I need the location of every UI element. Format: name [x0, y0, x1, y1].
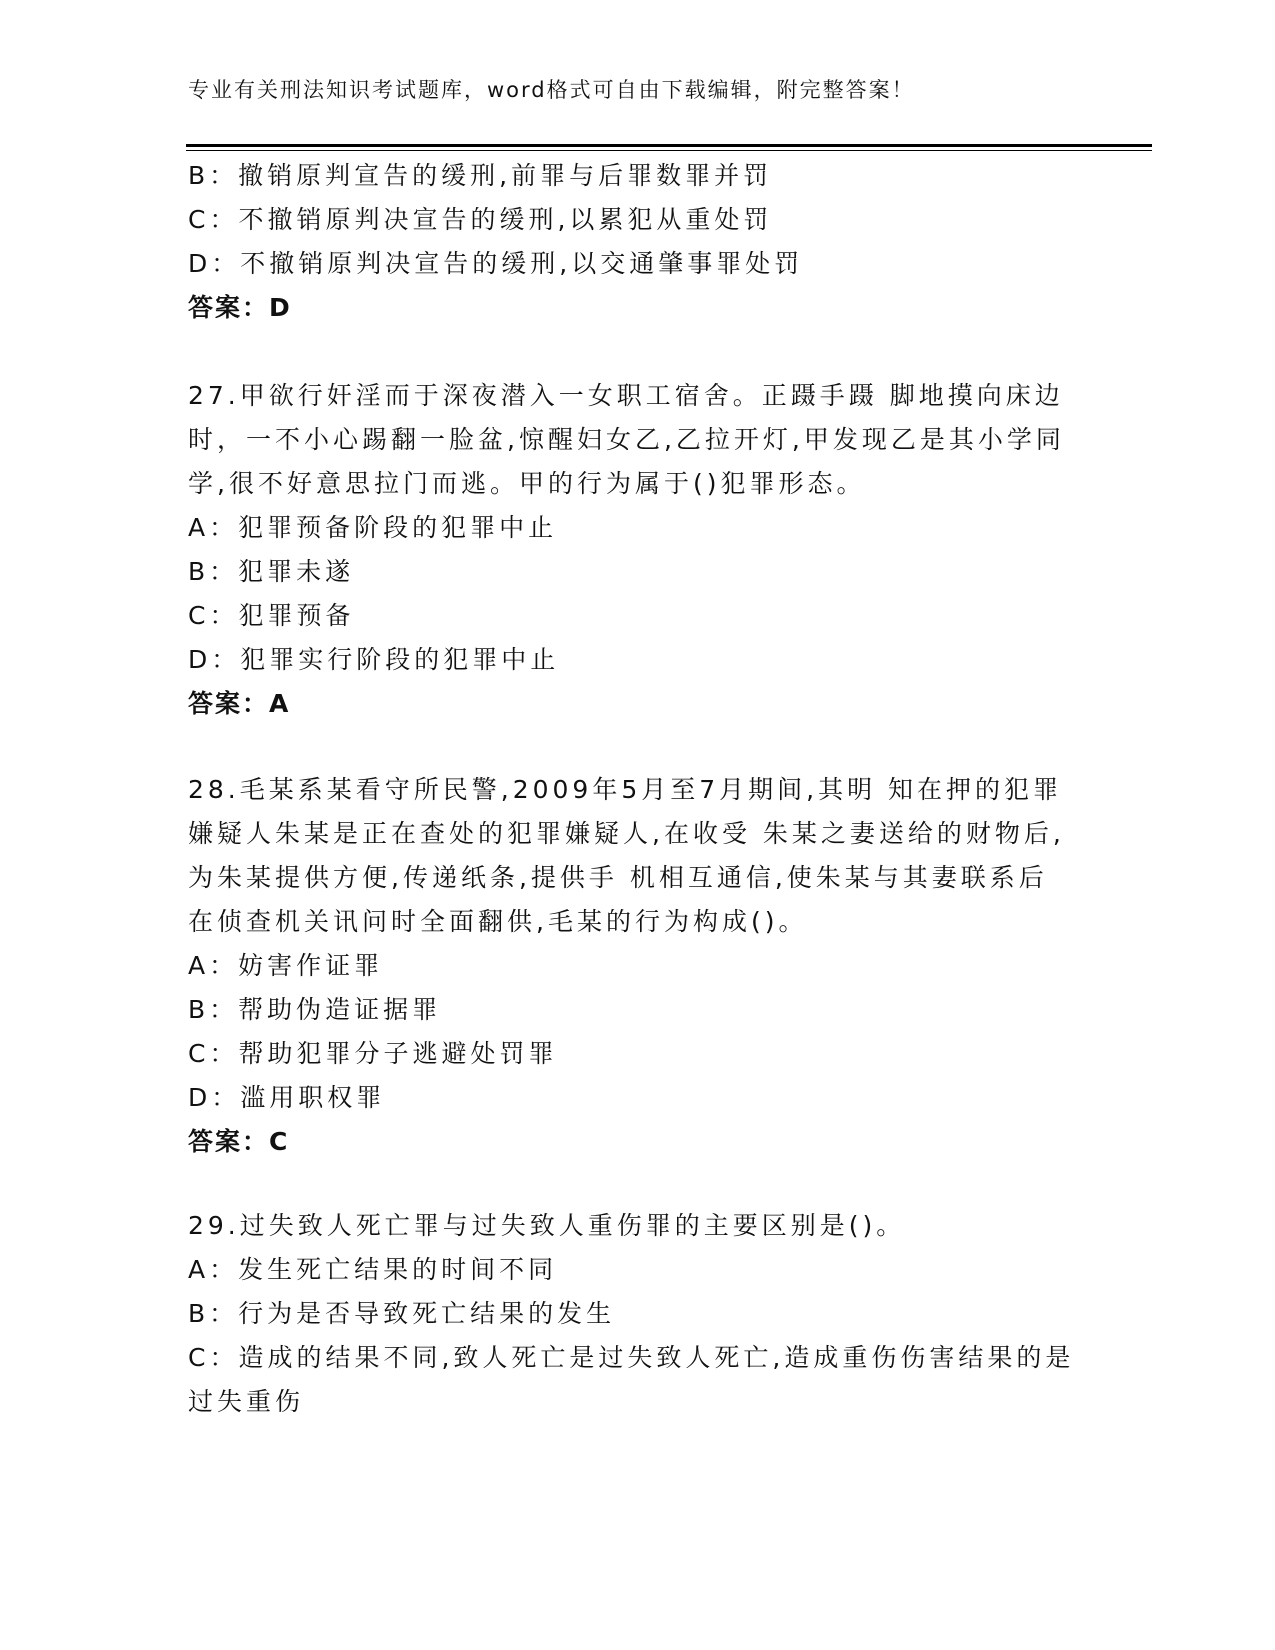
option-line: C：帮助犯罪分子逃避处罚罪	[188, 1039, 558, 1068]
question-text: 嫌疑人朱某是正在查处的犯罪嫌疑人,在收受 朱某之妻送给的财物后,	[188, 819, 1065, 848]
option-line: C：犯罪预备	[188, 601, 355, 630]
question-text: 时，一不小心踢翻一脸盆,惊醒妇女乙,乙拉开灯,甲发现乙是其小学同	[188, 425, 1065, 454]
option-line: 过失重伤	[188, 1387, 305, 1416]
option-line: A：犯罪预备阶段的犯罪中止	[188, 513, 558, 542]
option-line: A：妨害作证罪	[188, 951, 384, 980]
option-line: C：造成的结果不同,致人死亡是过失致人死亡,造成重伤伤害结果的是	[188, 1343, 1075, 1372]
option-line: B：帮助伪造证据罪	[188, 995, 442, 1024]
question-text: 27.甲欲行奸淫而于深夜潜入一女职工宿舍。正蹑手蹑 脚地摸向床边	[188, 381, 1064, 410]
option-line: C：不撤销原判决宣告的缓刑,以累犯从重处罚	[188, 205, 773, 234]
answer-line: 答案：D	[188, 293, 292, 322]
option-line: D：不撤销原判决宣告的缓刑,以交通肇事罪处罚	[188, 249, 804, 278]
answer-line: 答案：A	[188, 689, 291, 718]
option-line: B：撤销原判宣告的缓刑,前罪与后罪数罪并罚	[188, 161, 773, 190]
question-text: 29.过失致人死亡罪与过失致人重伤罪的主要区别是()。	[188, 1211, 906, 1240]
option-line: D：滥用职权罪	[188, 1083, 386, 1112]
question-text: 为朱某提供方便,传递纸条,提供手 机相互通信,使朱某与其妻联系后	[188, 863, 1048, 892]
option-line: D：犯罪实行阶段的犯罪中止	[188, 645, 560, 674]
option-line: B：行为是否导致死亡结果的发生	[188, 1299, 616, 1328]
question-text: 28.毛某系某看守所民警,2009年5月至7月期间,其明 知在押的犯罪	[188, 775, 1063, 804]
option-line: A：发生死亡结果的时间不同	[188, 1255, 558, 1284]
question-text: 学,很不好意思拉门而逃。甲的行为属于()犯罪形态。	[188, 469, 866, 498]
header-rule-thin	[186, 150, 1152, 151]
header-rule-thick	[186, 144, 1152, 147]
option-line: B：犯罪未遂	[188, 557, 355, 586]
question-text: 在侦查机关讯问时全面翻供,毛某的行为构成()。	[188, 907, 808, 936]
answer-line: 答案：C	[188, 1127, 290, 1156]
page-header: 专业有关刑法知识考试题库，word格式可自由下载编辑，附完整答案！	[188, 78, 915, 102]
